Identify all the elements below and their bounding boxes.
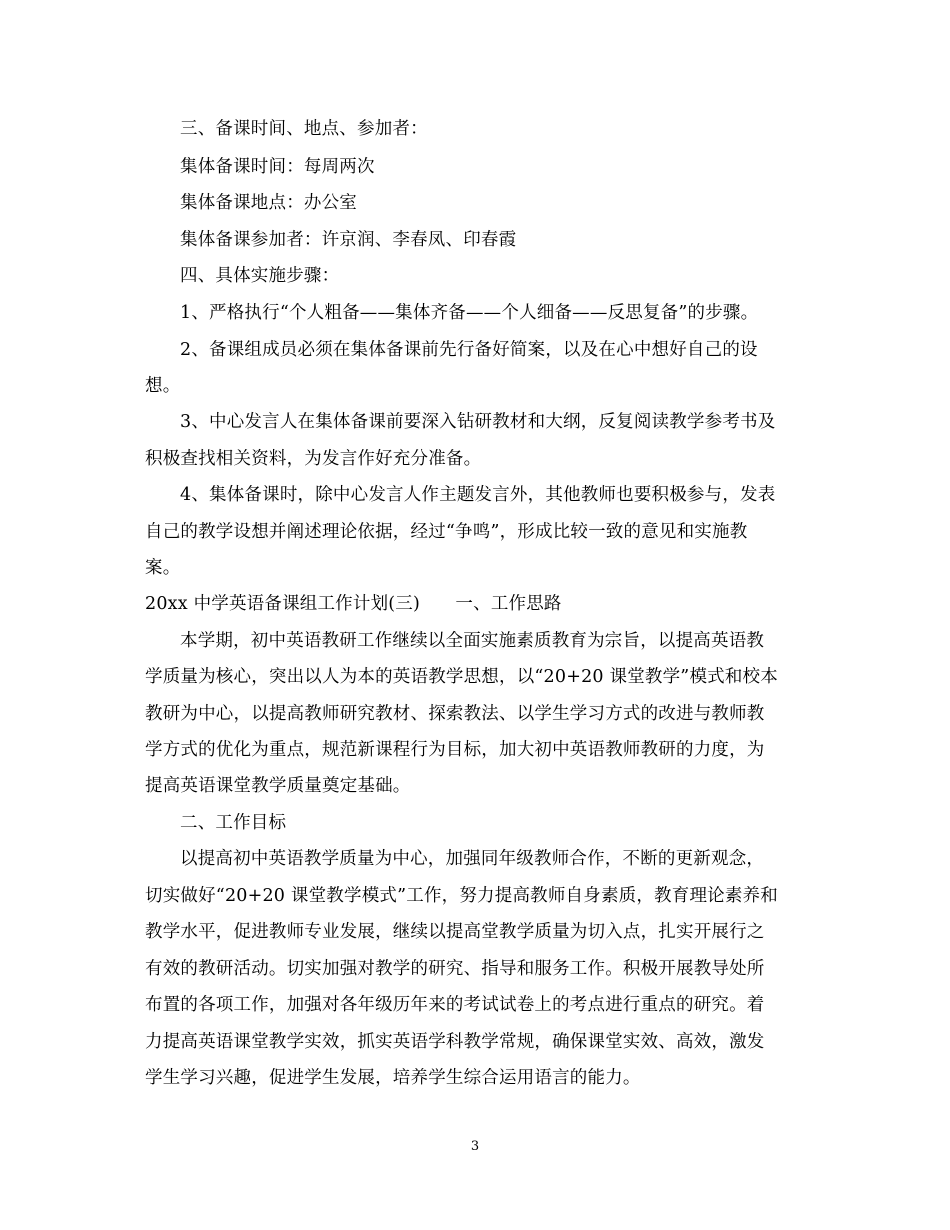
paragraph-line: 1、严格执行“个人粗备——集体齐备——个人细备——反思复备”的步骤。 (180, 303, 759, 323)
paragraph-line: 有效的教研活动。切实加强对教学的研究、指导和服务工作。积极开展教导处所 (145, 959, 765, 979)
page-number: 3 (470, 1139, 480, 1154)
paragraph-line: 学质量为核心，突出以人为本的英语教学思想，以“20+20 课堂教学”模式和校本 (145, 667, 778, 687)
paragraph-line: 2、备课组成员必须在集体备课前先行备好简案，以及在心中想好自己的设 (180, 340, 758, 360)
paragraph-line: 3、中心发言人在集体备课前要深入钻研教材和大纲，反复阅读教学参考书及 (180, 412, 776, 432)
section-heading-4: 四、具体实施步骤： (180, 266, 340, 286)
paragraph-line: 集体备课地点：办公室 (180, 193, 357, 213)
paragraph-line: 集体备课时间：每周两次 (180, 157, 375, 177)
paragraph-line: 学方式的优化为重点，规范新课程行为目标，加大初中英语教师教研的力度，为 (145, 740, 765, 760)
paragraph-line: 教研为中心，以提高教师研究教材、探索教法、以学生学习方式的改进与教师教 (145, 704, 765, 724)
plan-title-line: 20xx 中学英语备课组工作计划(三) 一、工作思路 (145, 594, 562, 614)
section-heading-goals: 二、工作目标 (180, 813, 287, 833)
paragraph-line: 自己的教学设想并阐述理论依据，经过“争鸣”，形成比较一致的意见和实施教 (145, 522, 748, 542)
section-heading-3: 三、备课时间、地点、参加者： (180, 119, 428, 139)
paragraph-line: 集体备课参加者：许京润、李春凤、印春霞 (180, 230, 517, 250)
paragraph-line: 提高英语课堂教学质量奠定基础。 (145, 776, 411, 796)
paragraph-line: 力提高英语课堂教学实效，抓实英语学科教学常规，确保课堂实效、高效，激发 (145, 1032, 765, 1052)
paragraph-line: 学生学习兴趣，促进学生发展，培养学生综合运用语言的能力。 (145, 1068, 641, 1088)
paragraph-line: 本学期，初中英语教研工作继续以全面实施素质教育为宗旨，以提高英语教 (180, 631, 765, 651)
paragraph-line: 教学水平，促进教师专业发展，继续以提高堂教学质量为切入点，扎实开展行之 (145, 922, 765, 942)
paragraph-line: 案。 (145, 558, 181, 578)
paragraph-line: 布置的各项工作，加强对各年级历年来的考试试卷上的考点进行重点的研究。着 (145, 995, 765, 1015)
paragraph-line: 想。 (145, 376, 181, 396)
paragraph-line: 切实做好“20+20 课堂教学模式”工作，努力提高教师自身素质，教育理论素养和 (145, 886, 778, 906)
paragraph-line: 以提高初中英语教学质量为中心，加强同年级教师合作，不断的更新观念， (180, 849, 765, 869)
paragraph-line: 积极查找相关资料，为发言作好充分准备。 (145, 449, 482, 469)
paragraph-line: 4、集体备课时，除中心发言人作主题发言外，其他教师也要积极参与，发表 (180, 485, 776, 505)
